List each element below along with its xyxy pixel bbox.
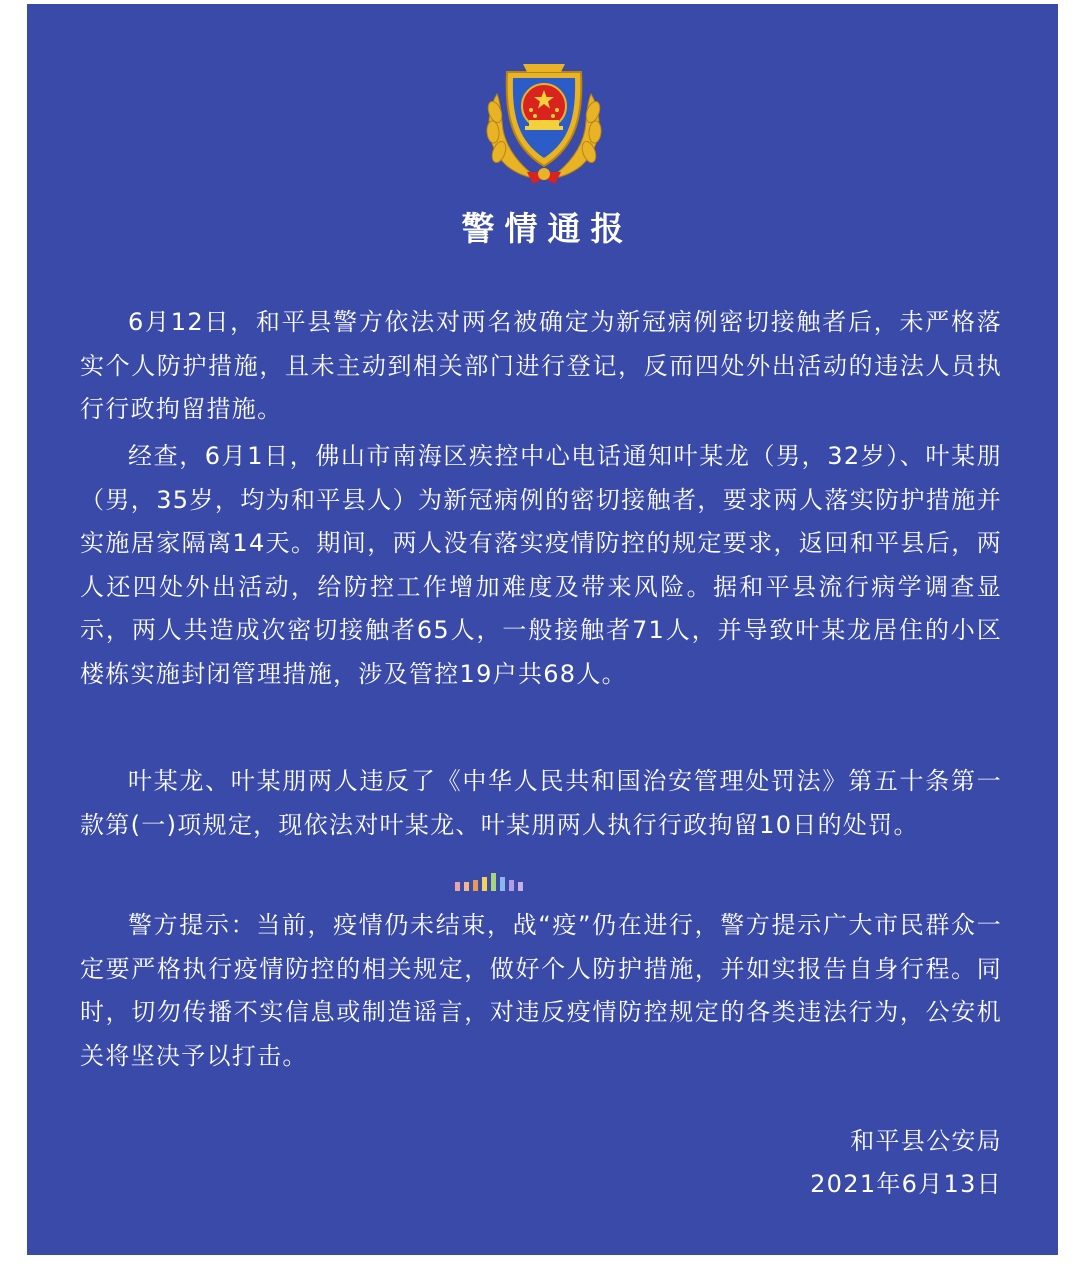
paragraph-3: 叶某龙、叶某朋两人违反了《中华人民共和国治安管理处罚法》第五十条第一款第(一)项规定，现依法对叶某龙、叶某朋两人执行行政拘留10日的处罚。 xyxy=(80,767,1002,839)
notice-title: 警情通报 xyxy=(461,209,634,248)
police-reminder: 警方提示：当前，疫情仍未结束，战“疫”仍在进行，警方提示广大市民群众一定要严格执行疫情防控的相关规定，做好个人防护措施，并如实报告自身行程。同时，切勿传播不实信息或制造谣言，对违反疫情防控规定的各类违法行为，公安机关将坚决予以打击。 xyxy=(80,911,1002,1070)
issuer-name: 和平县公安局 xyxy=(850,1127,1002,1155)
paragraph-1: 6月12日，和平县警方依法对两名被确定为新冠病例密切接触者后，未严格落实个人防护措施，且未主动到相关部门进行登记，反而四处外出活动的违法人员执行行政拘留措施。 xyxy=(80,308,1002,423)
color-bars-divider-icon xyxy=(455,870,535,892)
signature-block xyxy=(810,1120,1002,1206)
paragraph-2: 经查，6月1日，佛山市南海区疾控中心电话通知叶某龙（男，32岁）、叶某朋（男，35岁，均为和平县人）为新冠病例的密切接触者，要求两人落实防护措施并实施居家隔离14天。期间，两人没有落实疫情防控的规定要求，返回和平县后，两人还四处外出活动，给防控工作增加难度及带来风险。据和平县流行病学调查显示，两人共造成次密切接触者65人，一般接触者71人，并导致叶某龙居住的小区楼栋实施封闭管理措施，涉及管控19户共68人。 xyxy=(80,442,1002,688)
issue-date: 2021年6月13日 xyxy=(810,1170,1002,1198)
notice-panel xyxy=(27,4,1058,1255)
police-emblem-icon xyxy=(477,54,611,192)
